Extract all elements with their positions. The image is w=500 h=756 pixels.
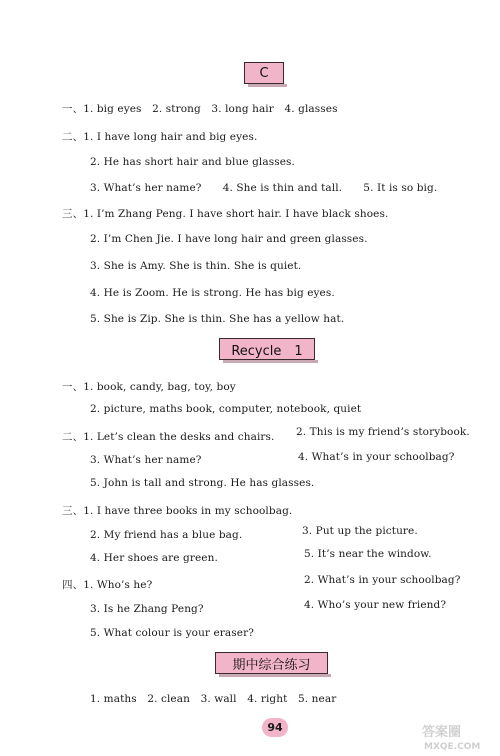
answer-line: 三、1. I have three books in my schoolbag.: [62, 505, 293, 517]
answer-line: 5. John is tall and strong. He has glasses.: [90, 477, 315, 489]
answer-line: 4. What’s in your schoolbag?: [298, 451, 455, 463]
answer-line: 二、1. Let’s clean the desks and chairs.: [62, 431, 275, 443]
answer-line: 一、1. book, candy, bag, toy, boy: [62, 381, 236, 393]
section-title: Recycle 1: [231, 343, 303, 359]
section-title: C: [259, 65, 269, 81]
answer-line: 2. He has short hair and blue glasses.: [90, 156, 295, 168]
answer-line: 2. This is my friend’s storybook.: [296, 426, 470, 438]
answer-line: 4. He is Zoom. He is strong. He has big eyes.: [90, 287, 335, 299]
answer-line: 三、1. I’m Zhang Peng. I have short hair. I have black shoes.: [62, 208, 389, 220]
answer-line: 4. Who’s your new friend?: [304, 599, 447, 611]
answer-line: 1. maths 2. clean 3. wall 4. right 5. near: [90, 693, 337, 705]
answer-line: 2. My friend has a blue bag.: [90, 529, 243, 541]
answer-line: 四、1. Who’s he?: [62, 579, 153, 591]
answer-line: 3. Is he Zhang Peng?: [90, 603, 204, 615]
watermark-logo: [420, 722, 498, 752]
section-title: 期中综合练习: [232, 657, 311, 673]
answer-line: 3. What’s her name? 4. She is thin and tall. 5. It is so big.: [90, 182, 438, 194]
answer-line: 5. What colour is your eraser?: [90, 627, 254, 639]
section-header-c: [244, 62, 284, 84]
answer-line: 5. She is Zip. She is thin. She has a yellow hat.: [90, 313, 345, 325]
page-number: 94: [262, 718, 288, 737]
answer-line: 2. picture, maths book, computer, notebook, quiet: [90, 403, 362, 415]
answer-line: 二、1. I have long hair and big eyes.: [62, 131, 258, 143]
section-header-midterm: [215, 652, 328, 674]
svg-text:MXQE.COM: MXQE.COM: [424, 742, 481, 752]
answer-line: 2. What’s in your schoolbag?: [304, 574, 461, 586]
answer-line: 3. Put up the picture.: [302, 525, 418, 537]
answer-line: 4. Her shoes are green.: [90, 552, 218, 564]
answer-line: 2. I’m Chen Jie. I have long hair and green glasses.: [90, 233, 368, 245]
answer-line: 3. She is Amy. She is thin. She is quiet.: [90, 260, 302, 272]
answer-line: 5. It’s near the window.: [304, 548, 432, 560]
answer-line: 一、1. big eyes 2. strong 3. long hair 4. glasses: [62, 103, 338, 115]
section-header-recycle: [219, 338, 315, 360]
answer-line: 3. What’s her name?: [90, 454, 202, 466]
svg-text:答案圈: 答案圈: [422, 725, 462, 740]
